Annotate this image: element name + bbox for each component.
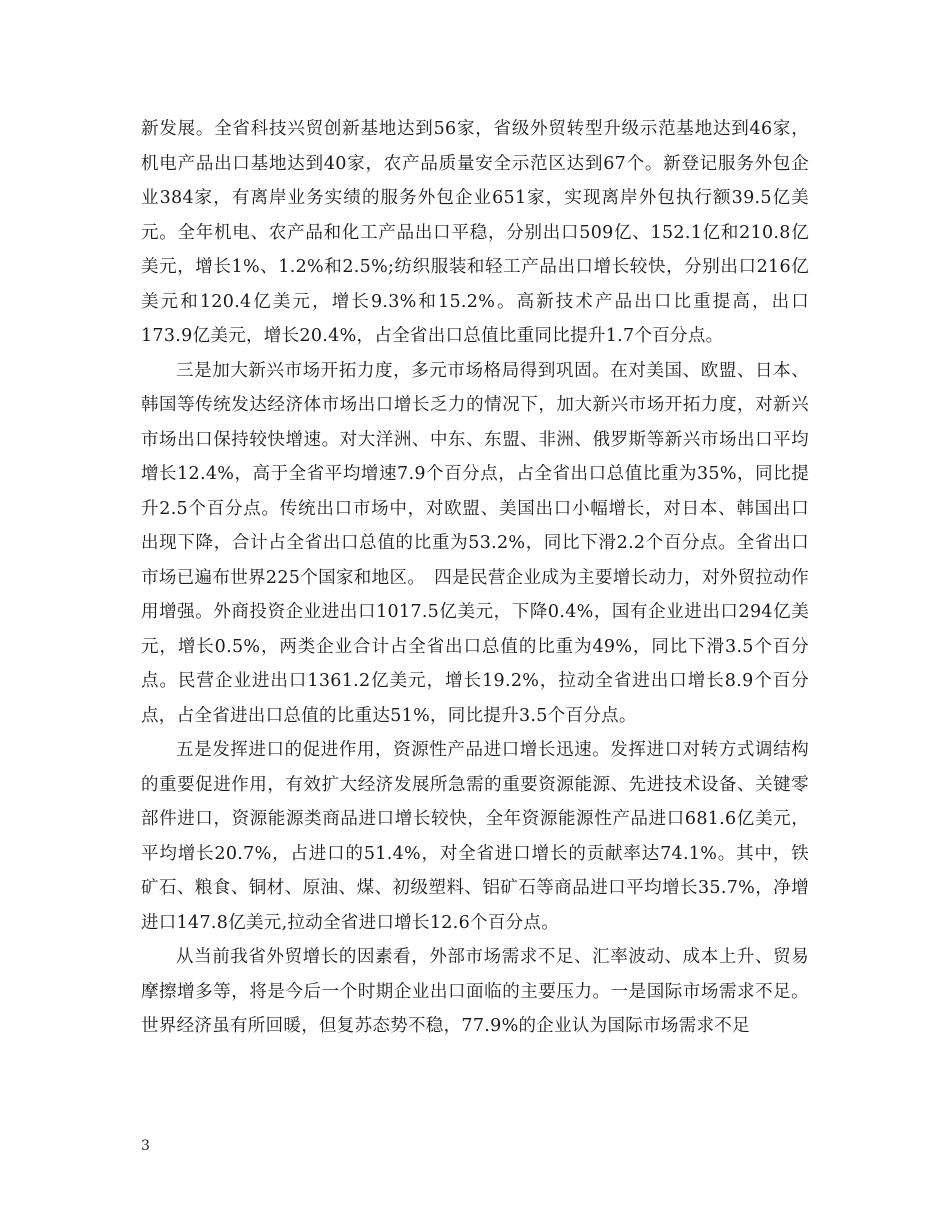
paragraph-1: 新发展。全省科技兴贸创新基地达到56家，省级外贸转型升级示范基地达到46家，机电产品出口基地达到40家，农产品质量安全示范区达到67个。新登记服务外包企业384家，有离岸业务实绩的服务外包企业651家，实现离岸外包执行额39.5亿美元。全年机电、农产品和化工产品出口平稳，分别出口509亿、152.1亿和210.8亿美元，增长1%、1.2%和2.5%;纺织服装和轻工产品出口增长较快，分别出口216亿美元和120.4亿美元，增长9.3%和15.2%。高新技术产品出口比重提高，出口173.9亿美元，增长20.4%，占全省出口总值比重同比提升1.7个百分点。 [141,119,809,346]
paragraph-3: 五是发挥进口的促进作用，资源性产品进口增长迅速。发挥进口对转方式调结构的重要促进作用，有效扩大经济发展所急需的重要资源能源、先进技术设备、关键零部件进口，资源能源类商品进口增长较快，全年资源能源性产品进口681.6亿美元，平均增长20.7%，占进口的51.4%，对全省进口增长的贡献率达74.1%。其中，铁矿石、粮食、铜材、原油、煤、初级塑料、铝矿石等商品进口平均增长35.7%，净增进口147.8亿美元,拉动全省进口增长12.6个百分点。 [141,740,809,933]
paragraph-2: 三是加大新兴市场开拓力度，多元市场格局得到巩固。在对美国、欧盟、日本、韩国等传统发达经济体市场出口增长乏力的情况下，加大新兴市场开拓力度，对新兴市场出口保持较快增速。对大洋洲、中东、东盟、非洲、俄罗斯等新兴市场出口平均增长12.4%，高于全省平均增速7.9个百分点，占全省出口总值比重为35%，同比提升2.5个百分点。传统出口市场中，对欧盟、美国出口小幅增长，对日本、韩国出口出现下降，合计占全省出口总值的比重为53.2%，同比下滑2.2个百分点。全省出口市场已遍布世界225个国家和地区。 四是民营企业成为主要增长动力，对外贸拉动作用增强。外商投资企业进出口1017.5亿美元，下降0.4%，国有企业进出口294亿美元，增长0.5%，两类企业合计占全省出口总值的比重为49%，同比下滑3.5个百分点。民营企业进出口1361.2亿美元，增长19.2%，拉动全省进出口增长8.9个百分点，占全省进出口总值的比重达51%，同比提升3.5个百分点。 [141,360,809,726]
paragraph-4: 从当前我省外贸增长的因素看，外部市场需求不足、汇率波动、成本上升、贸易摩擦增多等，将是今后一个时期企业出口面临的主要压力。一是国际市场需求不足。世界经济虽有所回暖，但复苏态势不稳，77.9%的企业认为国际市场需求不足 [141,947,809,1036]
page-number: 3 [141,1138,150,1154]
body-text [141,112,809,1044]
